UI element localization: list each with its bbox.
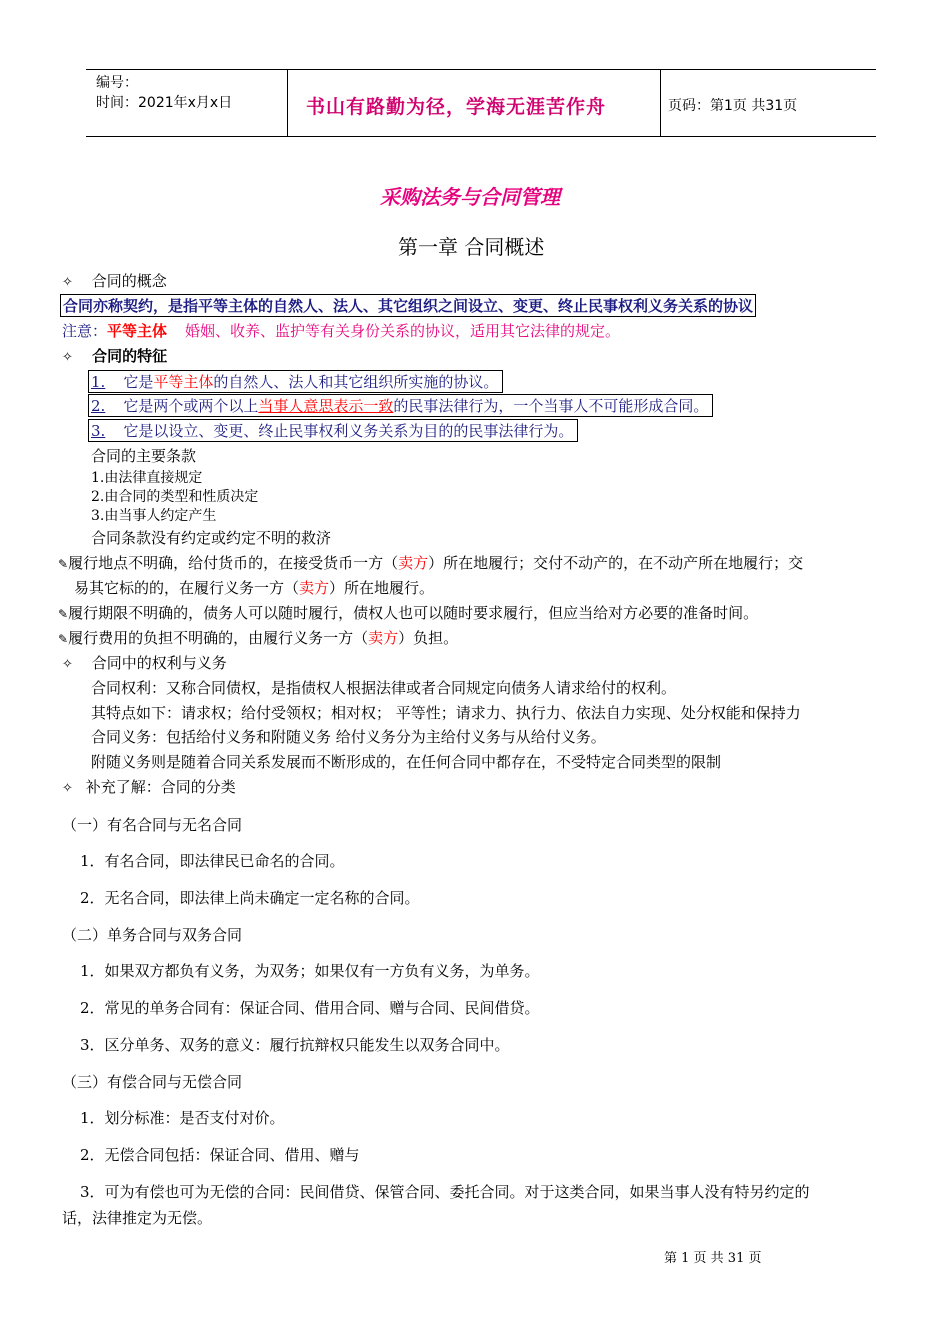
rights-line-3: 合同义务：包括给付义务和附随义务 给付义务分为主给付义务与从给付义务。 <box>91 728 606 746</box>
section-heading: 合同中的权利与义务 <box>91 654 227 672</box>
section-heading: 合同的概念 <box>91 272 167 290</box>
document-title: 采购法务与合同管理 <box>380 185 560 209</box>
item-key: 当事人意思表示一致 <box>258 397 394 415</box>
group-3-title: （三）有偿合同与无偿合同 <box>62 1073 243 1091</box>
header-divider-2 <box>660 69 661 136</box>
remedy-cost <box>58 627 458 648</box>
remedy-text-a: 履行费用的负担不明确的，由履行义务一方（ <box>68 629 369 647</box>
group-3-item-3: 3．可为有偿也可为无偿的合同：民间借贷、保管合同、委托合同。对于这类合同，如果当事人没有特另约定的 <box>80 1183 810 1201</box>
rights-line-1: 合同权利：又称合同债权，是指债权人根据法律或者合同规定向债务人请求给付的权利。 <box>91 679 677 697</box>
remedy-place-cont <box>74 577 434 598</box>
terms-item-3: 3.由当事人约定产生 <box>91 508 217 524</box>
remedy-text-a: 履行地点不明确，给付货币的，在接受货币一方（ <box>68 554 399 572</box>
contract-definition <box>60 294 756 317</box>
pencil-icon: ✎ <box>58 607 69 621</box>
group-1-title: （一）有名合同与无名合同 <box>62 816 243 834</box>
rights-line-4: 附随义务则是随着合同关系发展而不断形成的，在任何合同中都存在，不受特定合同类型的限制 <box>91 753 722 771</box>
section-heading: 合同的特征 <box>92 347 168 365</box>
diamond-bullet-icon: ✧ <box>62 781 73 796</box>
group-3-item-3-cont: 话，法律推定为无偿。 <box>62 1209 213 1227</box>
remedy-key: 卖方 <box>398 554 429 572</box>
terms-item-1: 1.由法律直接规定 <box>91 470 203 486</box>
group-2-item-3: 3．区分单务、双务的意义：履行抗辩权只能发生以双务合同中。 <box>80 1036 510 1054</box>
item-number: 3. <box>91 422 106 440</box>
section-heading: 补充了解：合同的分类 <box>85 778 236 796</box>
group-1-item-1: 1．有名合同，即法律民已命名的合同。 <box>80 852 345 870</box>
page-footer: 第 1 页 共 31 页 <box>664 1251 762 1266</box>
group-2-title: （二）单务合同与双务合同 <box>62 926 243 944</box>
feature-item-1 <box>88 370 503 393</box>
note-key: 平等主体 <box>107 322 168 340</box>
section-features <box>62 345 167 366</box>
section-classification <box>62 776 236 797</box>
note-line <box>62 320 620 341</box>
remedy-key: 卖方 <box>368 629 399 647</box>
pencil-icon: ✎ <box>58 557 69 571</box>
group-3-item-2: 2．无偿合同包括：保证合同、借用、赠与 <box>80 1146 360 1164</box>
diamond-bullet-icon: ✧ <box>62 350 73 365</box>
item-pre: 它是以设立、变更、终止民事权利义务关系为目的的民事法律行为。 <box>123 422 574 440</box>
remedy-text-c: 易其它标的的，在履行义务一方（ <box>74 579 300 597</box>
remedy-text-b: ）负担。 <box>398 629 459 647</box>
section-rights <box>62 652 227 673</box>
item-post: 的自然人、法人和其它组织所实施的协议。 <box>213 373 499 391</box>
item-pre: 它是 <box>123 373 154 391</box>
rights-line-2: 其特点如下：请求权；给付受领权；相对权； 平等性；请求力、执行力、依法自力实现、处分权能和保持力 <box>91 704 801 722</box>
item-number: 2. <box>91 397 106 415</box>
group-2-item-2: 2．常见的单务合同有：保证合同、借用合同、赠与合同、民间借贷。 <box>80 999 540 1017</box>
feature-item-2 <box>88 394 713 417</box>
remedy-text: 履行期限不明确的，债务人可以随时履行，债权人也可以随时要求履行，但应当给对方必要的准备时间。 <box>68 604 759 622</box>
header-page-label: 页码：第1页 共31页 <box>668 98 798 114</box>
definition-text: 合同亦称契约，是指平等主体的自然人、法人、其它组织之间设立、变更、终止民事权利义务关系的协议 <box>63 297 754 315</box>
note-rest: 婚姻、收养、监护等有关身份关系的协议，适用其它法律的规定。 <box>185 322 621 340</box>
terms-heading: 合同的主要条款 <box>91 447 197 465</box>
doc-time-label: 时间：2021年x月x日 <box>96 95 233 111</box>
remedy-text-d: ）所在地履行。 <box>329 579 435 597</box>
feature-item-3 <box>88 419 578 442</box>
item-number: 1. <box>91 373 106 391</box>
remedy-text-b: ）所在地履行；交付不动产的，在不动产所在地履行；交 <box>428 554 804 572</box>
group-2-item-1: 1．如果双方都负有义务，为双务；如果仅有一方负有义务，为单务。 <box>80 962 540 980</box>
terms-item-2: 2.由合同的类型和性质决定 <box>91 489 259 505</box>
pencil-icon: ✎ <box>58 632 69 646</box>
group-3-item-1: 1．划分标准：是否支付对价。 <box>80 1109 285 1127</box>
doc-number-label: 编号： <box>96 75 138 91</box>
chapter-title: 第一章 合同概述 <box>398 235 545 259</box>
item-pre: 它是两个或两个以上 <box>123 397 259 415</box>
item-key: 平等主体 <box>153 373 214 391</box>
remedy-period <box>58 602 758 623</box>
remedy-key: 卖方 <box>299 579 330 597</box>
header-motto: 书山有路勤为径，学海无涯苦作舟 <box>306 96 607 118</box>
note-prefix: 注意： <box>62 322 108 340</box>
remedy-heading: 合同条款没有约定或约定不明的救济 <box>91 529 332 547</box>
diamond-bullet-icon: ✧ <box>62 657 73 672</box>
diamond-bullet-icon: ✧ <box>62 275 73 290</box>
header-top-rule <box>86 69 876 70</box>
section-concept <box>62 270 167 291</box>
remedy-place <box>58 552 803 573</box>
header-bottom-rule <box>86 136 876 137</box>
group-1-item-2: 2．无名合同，即法律上尚未确定一定名称的合同。 <box>80 889 420 907</box>
header-divider-1 <box>287 69 288 136</box>
item-post: 的民事法律行为，一个当事人不可能形成合同。 <box>393 397 709 415</box>
